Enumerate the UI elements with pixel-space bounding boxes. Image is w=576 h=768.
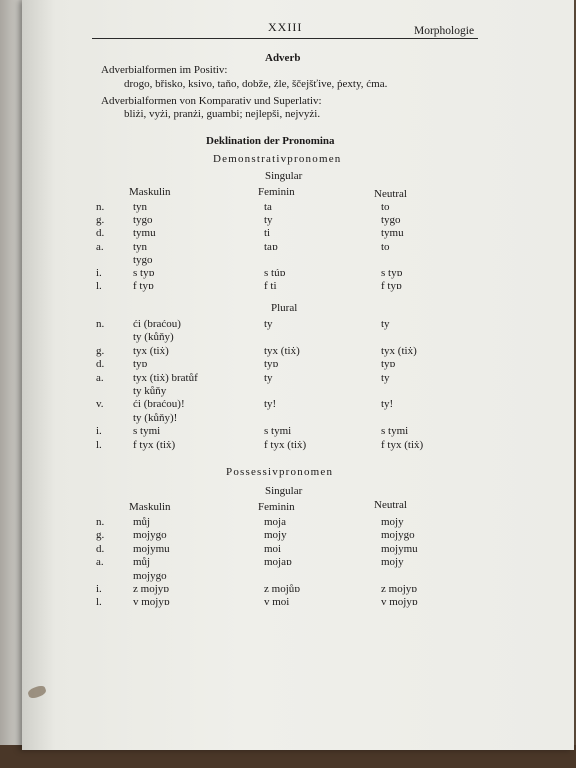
table-cell-f: s tymi [264, 425, 292, 438]
table-cell-f: ty [264, 214, 273, 227]
table-cell-f: ty! [264, 398, 277, 411]
table-cell-n: tymu [381, 227, 404, 240]
table-cell-n: to [381, 240, 390, 253]
table-cell-f: f tyx (tiẋ) [264, 438, 307, 451]
case-label: l. [96, 438, 102, 451]
case-label: a. [96, 240, 104, 253]
table-cell-f: ty [264, 371, 273, 384]
table-cell-f: tyx (tiẋ) [264, 344, 300, 357]
table-cell-m: můj [133, 516, 151, 528]
table-cell-m: tyx (tiẋ) [133, 344, 169, 357]
demonstrativ-plural-label: Plural [271, 302, 298, 314]
poss-col-neutral: Neutral [374, 499, 407, 511]
case-label: l. [96, 596, 102, 609]
table-cell-m: tygo [133, 214, 153, 227]
case-label: g. [96, 344, 105, 357]
case-label: i. [96, 583, 102, 595]
case-label: g. [96, 214, 105, 227]
col-maskulin: Maskulin [129, 186, 171, 198]
case-label: d. [96, 358, 105, 371]
case-label: a. [96, 371, 104, 384]
table-cell-f: v moi [264, 596, 290, 609]
case-label: i. [96, 425, 102, 438]
table-cell-f: ty [264, 318, 273, 330]
positiv-forms: drogo, břisko, ksivo, taňo, dobže, źle, ščejšťive, ṕexty, ćma. [124, 78, 388, 90]
table-cell-f: mojy [264, 529, 287, 542]
table-cell-f: moi [264, 542, 282, 555]
table-cell-m: ty (kůňy)! [133, 411, 178, 424]
komparativ-forms: bliżi, vyżi, pranżi, guambi; nejlepši, nejvyżi. [124, 108, 321, 120]
table-cell-n: v mojyɒ [381, 596, 418, 609]
case-label: l. [96, 280, 102, 293]
table-cell-m: ći (braćou)! [133, 398, 185, 411]
table-cell-m: mojygo [133, 529, 167, 542]
table-cell-m: mojymu [133, 542, 170, 555]
table-cell-m: mojygo [133, 569, 167, 582]
table-cell-n: s tymi [381, 425, 409, 438]
komparativ-label: Adverbialformen von Komparativ und Superlativ: [101, 95, 322, 107]
table-cell-f: tyɒ [264, 358, 279, 371]
page-number: XXIII [268, 20, 303, 34]
table-cell-m: ty kůňy [133, 385, 167, 397]
table-cell-f: taɒ [264, 240, 278, 253]
header-rule [92, 38, 478, 39]
table-cell-m: tyɒ [133, 358, 148, 371]
case-label: g. [96, 529, 105, 542]
case-label: a. [96, 556, 104, 569]
table-cell-n: tyɒ [381, 358, 396, 371]
table-cell-n: ty! [381, 398, 394, 411]
table-cell-m: z mojyɒ [133, 583, 169, 595]
case-label: n. [96, 318, 105, 330]
poss-col-feminin: Feminin [258, 501, 295, 513]
table-cell-m: f tyx (tiẋ) [133, 438, 176, 451]
case-label: n. [96, 201, 105, 213]
poss-col-maskulin: Maskulin [129, 501, 171, 513]
table-cell-n: tyx (tiẋ) [381, 344, 417, 357]
case-label: i. [96, 267, 102, 279]
table-cell-f: s túɒ [264, 267, 286, 279]
demonstrativ-heading: Demonstrativpronomen [213, 153, 342, 165]
table-cell-n: to [381, 201, 390, 213]
table-cell-n: f tyx (tiẋ) [381, 438, 424, 451]
table-cell-n: tygo [381, 214, 401, 227]
possessiv-singular-label: Singular [265, 485, 303, 497]
table-cell-n: mojy [381, 516, 404, 528]
table-cell-m: f tyɒ [133, 280, 154, 293]
table-cell-m: ty (kůňy) [133, 331, 174, 344]
table-cell-n: s tyɒ [381, 267, 403, 279]
positiv-label: Adverbialformen im Positiv: [101, 64, 228, 76]
adverb-heading: Adverb [265, 52, 301, 64]
case-label: d. [96, 227, 105, 240]
case-label: d. [96, 542, 105, 555]
table-cell-m: s tymi [133, 425, 161, 438]
table-cell-m: tygo [133, 253, 153, 266]
table-cell-m: tyx (tiẋ) bratůf [133, 371, 198, 384]
table-cell-m: tyn [133, 201, 148, 213]
table-cell-m: můj [133, 556, 151, 569]
case-label: n. [96, 516, 105, 528]
table-cell-n: ty [381, 371, 390, 384]
running-header: Morphologie [414, 25, 475, 37]
pronomina-heading: Deklination der Pronomina [206, 135, 335, 147]
table-cell-m: tymu [133, 227, 156, 240]
case-label: v. [96, 398, 104, 411]
col-feminin: Feminin [258, 186, 295, 198]
demonstrativ-singular-label: Singular [265, 170, 303, 182]
table-cell-f: ti [264, 227, 271, 240]
table-cell-f: z mojůɒ [264, 583, 300, 595]
table-cell-f: moja [264, 516, 286, 528]
table-cell-n: ty [381, 318, 390, 330]
table-cell-n: f tyɒ [381, 280, 402, 293]
table-cell-m: v mojyɒ [133, 596, 170, 609]
table-cell-n: mojygo [381, 529, 415, 542]
table-cell-n: mojymu [381, 542, 418, 555]
page-smudge [27, 684, 47, 700]
table-cell-f: f ti [264, 280, 277, 293]
table-cell-f: ta [264, 201, 272, 213]
possessiv-heading: Possessivpronomen [226, 466, 334, 478]
table-cell-m: ći (braćou) [133, 318, 181, 330]
table-cell-m: s tyɒ [133, 267, 155, 279]
table-cell-f: mojaɒ [264, 556, 292, 569]
col-neutral: Neutral [374, 188, 407, 200]
table-cell-n: mojy [381, 556, 404, 569]
table-cell-n: z mojyɒ [381, 583, 417, 595]
table-cell-m: tyn [133, 240, 148, 253]
